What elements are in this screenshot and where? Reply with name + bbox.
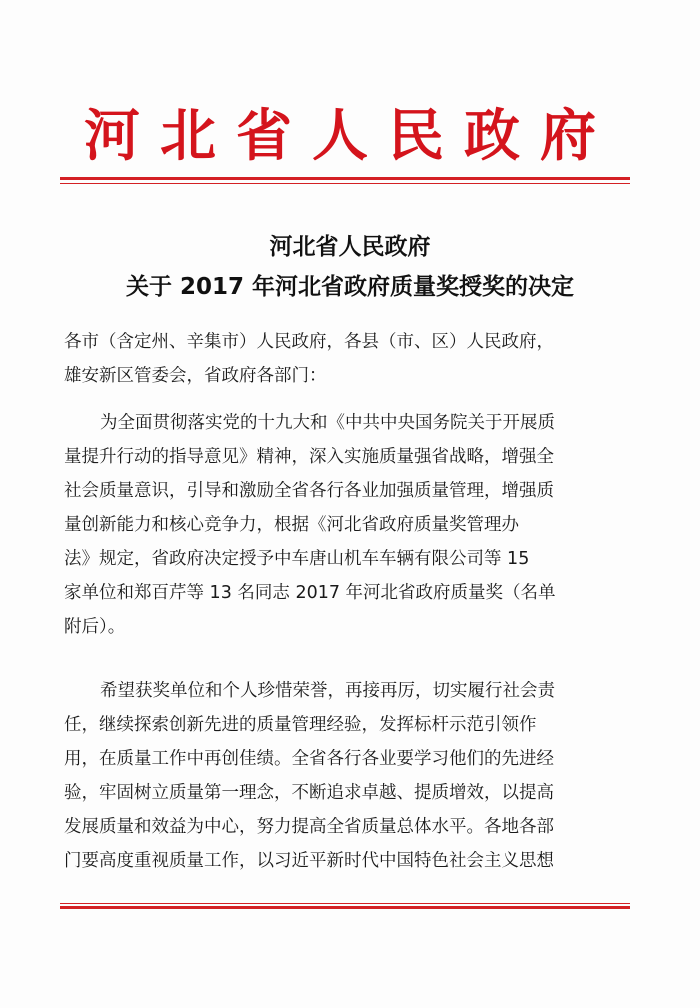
paragraph-line: 希望获奖单位和个人珍惜荣誉，再接再厉，切实履行社会责 [100, 681, 555, 701]
paragraph-line: 法》规定，省政府决定授予中车唐山机车车辆有限公司等 15 [64, 549, 530, 569]
paragraph-line: 任，继续探索创新先进的质量管理经验，发挥标杆示范引领作 [64, 715, 537, 735]
paragraph-line: 门要高度重视质量工作，以习近平新时代中国特色社会主义思想 [64, 851, 554, 871]
salutation-line: 各市（含定州、辛集市）人民政府，各县（市、区）人民政府， [64, 332, 554, 352]
letterhead-rule-thick [60, 177, 630, 180]
letterhead-org-name: 河北省人民政府 [84, 103, 616, 169]
footer-rule-thin [60, 903, 630, 904]
paragraph-line: 验，牢固树立质量第一理念，不断追求卓越、提质增效，以提高 [64, 783, 554, 803]
footer-rule-thick [60, 906, 630, 909]
paragraph-line: 附后）。 [64, 617, 126, 637]
paragraph-line: 为全面贯彻落实党的十九大和《中共中央国务院关于开展质 [100, 413, 555, 433]
paragraph-line: 用，在质量工作中再创佳绩。全省各行各业要学习他们的先进经 [64, 749, 554, 769]
letterhead-rule-thin [60, 183, 630, 184]
paragraph-line: 发展质量和效益为中心，努力提高全省质量总体水平。各地各部 [64, 817, 554, 837]
document-title-line-1: 河北省人民政府 [269, 234, 431, 260]
paragraph-line: 家单位和郑百芹等 13 名同志 2017 年河北省政府质量奖（名单 [64, 583, 556, 603]
salutation-line: 雄安新区管委会，省政府各部门： [64, 366, 327, 386]
paragraph-line: 社会质量意识，引导和激励全省各行各业加强质量管理，增强质 [64, 481, 554, 501]
document-title-line-2: 关于 2017 年河北省政府质量奖授奖的决定 [125, 274, 575, 300]
paragraph-line: 量提升行动的指导意见》精神，深入实施质量强省战略，增强全 [64, 447, 554, 467]
paragraph-line: 量创新能力和核心竞争力，根据《河北省政府质量奖管理办 [64, 515, 519, 535]
